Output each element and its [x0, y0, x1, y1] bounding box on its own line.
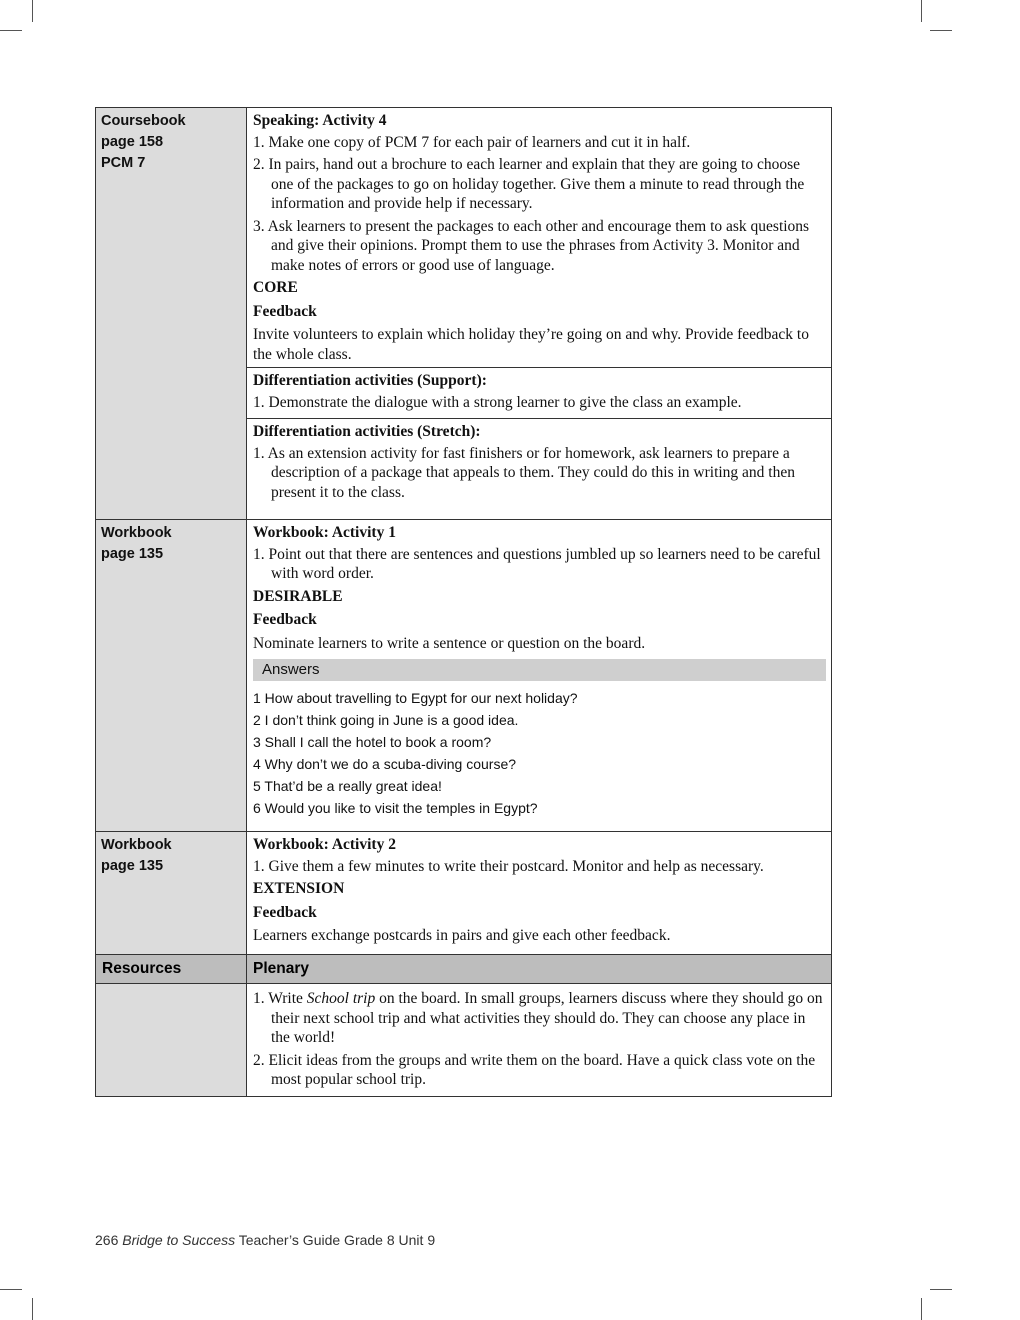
list-item: 2. In pairs, hand out a brochure to each learner and explain that they are going to choose one of the packages to go on holiday together. Give them a minute to read through the information and provide help if necessary.	[253, 156, 805, 212]
footer-text: Teacher’s Guide Grade 8 Unit 9	[235, 1232, 436, 1248]
plenary-header: Plenary	[247, 955, 832, 984]
resource-label: page 158	[101, 134, 164, 150]
list-item: 2. Elicit ideas from the groups and write them on the board. Have a quick class vote on the most popular school trip.	[253, 1051, 816, 1088]
book-title: Bridge to Success	[122, 1232, 236, 1248]
level-label: DESIRABLE	[253, 587, 343, 605]
crop-mark	[32, 0, 33, 22]
stretch-title: Differentiation activities (Stretch):	[253, 423, 481, 440]
answer-item: 4 Why don’t we do a scuba-diving course?	[253, 755, 517, 772]
answers-list	[253, 687, 826, 819]
page-number: 266	[95, 1232, 119, 1248]
activity-cell	[247, 520, 832, 832]
list-item: 1. Point out that there are sentences and questions jumbled up so learners need to be careful with word order.	[253, 545, 821, 582]
activity-title: Workbook: Activity 1	[253, 524, 396, 541]
resources-header: Resources	[96, 955, 247, 984]
plenary-header-row	[96, 955, 832, 984]
level-label: EXTENSION	[253, 880, 345, 897]
answer-item: 5 That’d be a really great idea!	[253, 777, 442, 794]
list-item: 1. Make one copy of PCM 7 for each pair of learners and cut it in half.	[253, 133, 691, 151]
resource-cell	[96, 832, 247, 955]
table-row	[96, 984, 832, 1097]
page-footer	[95, 1232, 435, 1248]
crop-mark	[921, 1298, 922, 1320]
lesson-plan-table	[95, 107, 832, 1097]
support-title: Differentiation activities (Support):	[253, 372, 487, 389]
activity-title: Workbook: Activity 2	[253, 836, 396, 853]
feedback-label: Feedback	[253, 903, 317, 921]
text: 1. Write	[253, 990, 307, 1007]
list-item	[253, 989, 826, 1048]
list-item: 1. Give them a few minutes to write their postcard. Monitor and help as necessary.	[253, 857, 764, 875]
table-row	[96, 520, 832, 832]
list-item: 3. Ask learners to present the packages to each other and encourage them to ask questions and give their opinions. Prompt them to use the phrases from Activity 3. Monitor and make notes of errors or good use of language.	[253, 217, 810, 274]
table-row	[96, 832, 832, 955]
crop-mark	[921, 0, 922, 22]
answer-item: 1 How about travelling to Egypt for our next holiday?	[253, 689, 578, 706]
list-item: 1. Demonstrate the dialogue with a strong learner to give the class an example.	[253, 393, 742, 411]
level-label: CORE	[253, 279, 298, 296]
feedback-label: Feedback	[253, 611, 317, 628]
answers-header: Answers	[253, 659, 826, 681]
answer-item: 6 Would you like to visit the temples in Egypt?	[253, 799, 538, 816]
resource-cell	[96, 984, 247, 1097]
answer-item: 3 Shall I call the hotel to book a room?	[253, 733, 492, 750]
resource-label: page 135	[101, 858, 164, 874]
activity-cell	[247, 832, 832, 955]
resource-label: page 135	[101, 546, 164, 562]
activity-title: Speaking: Activity 4	[253, 112, 387, 129]
emphasis: School trip	[306, 990, 376, 1007]
resource-label: Workbook	[101, 837, 172, 853]
feedback-label: Feedback	[253, 302, 317, 320]
crop-mark	[32, 1298, 33, 1320]
crop-mark	[0, 1289, 22, 1290]
resource-label: PCM 7	[101, 155, 146, 171]
resource-label: Workbook	[101, 525, 172, 541]
feedback-text: Nominate learners to write a sentence or question on the board.	[253, 634, 646, 652]
resource-cell	[96, 520, 247, 832]
feedback-text: Invite volunteers to explain which holiday they’re going on and why. Provide feedback to the whole class.	[253, 326, 809, 363]
feedback-text: Learners exchange postcards in pairs and give each other feedback.	[253, 927, 671, 944]
resource-label: Coursebook	[101, 113, 186, 129]
text: on the board. In small groups, learners discuss where they should go on their next school trip and what activities they should do. They can choose any place in the world!	[271, 990, 823, 1046]
crop-mark	[0, 30, 22, 31]
crop-mark	[930, 1289, 952, 1290]
crop-mark	[930, 30, 952, 31]
activity-cell	[247, 984, 832, 1097]
table-row	[96, 108, 832, 520]
activity-cell	[247, 108, 832, 520]
answer-item: 2 I don’t think going in June is a good idea.	[253, 711, 519, 728]
list-item: 1. As an extension activity for fast finishers or for homework, ask learners to prepare a description of a package that appeals to them. They could do this in writing and then present it to the class.	[253, 444, 795, 501]
resource-cell	[96, 108, 247, 520]
